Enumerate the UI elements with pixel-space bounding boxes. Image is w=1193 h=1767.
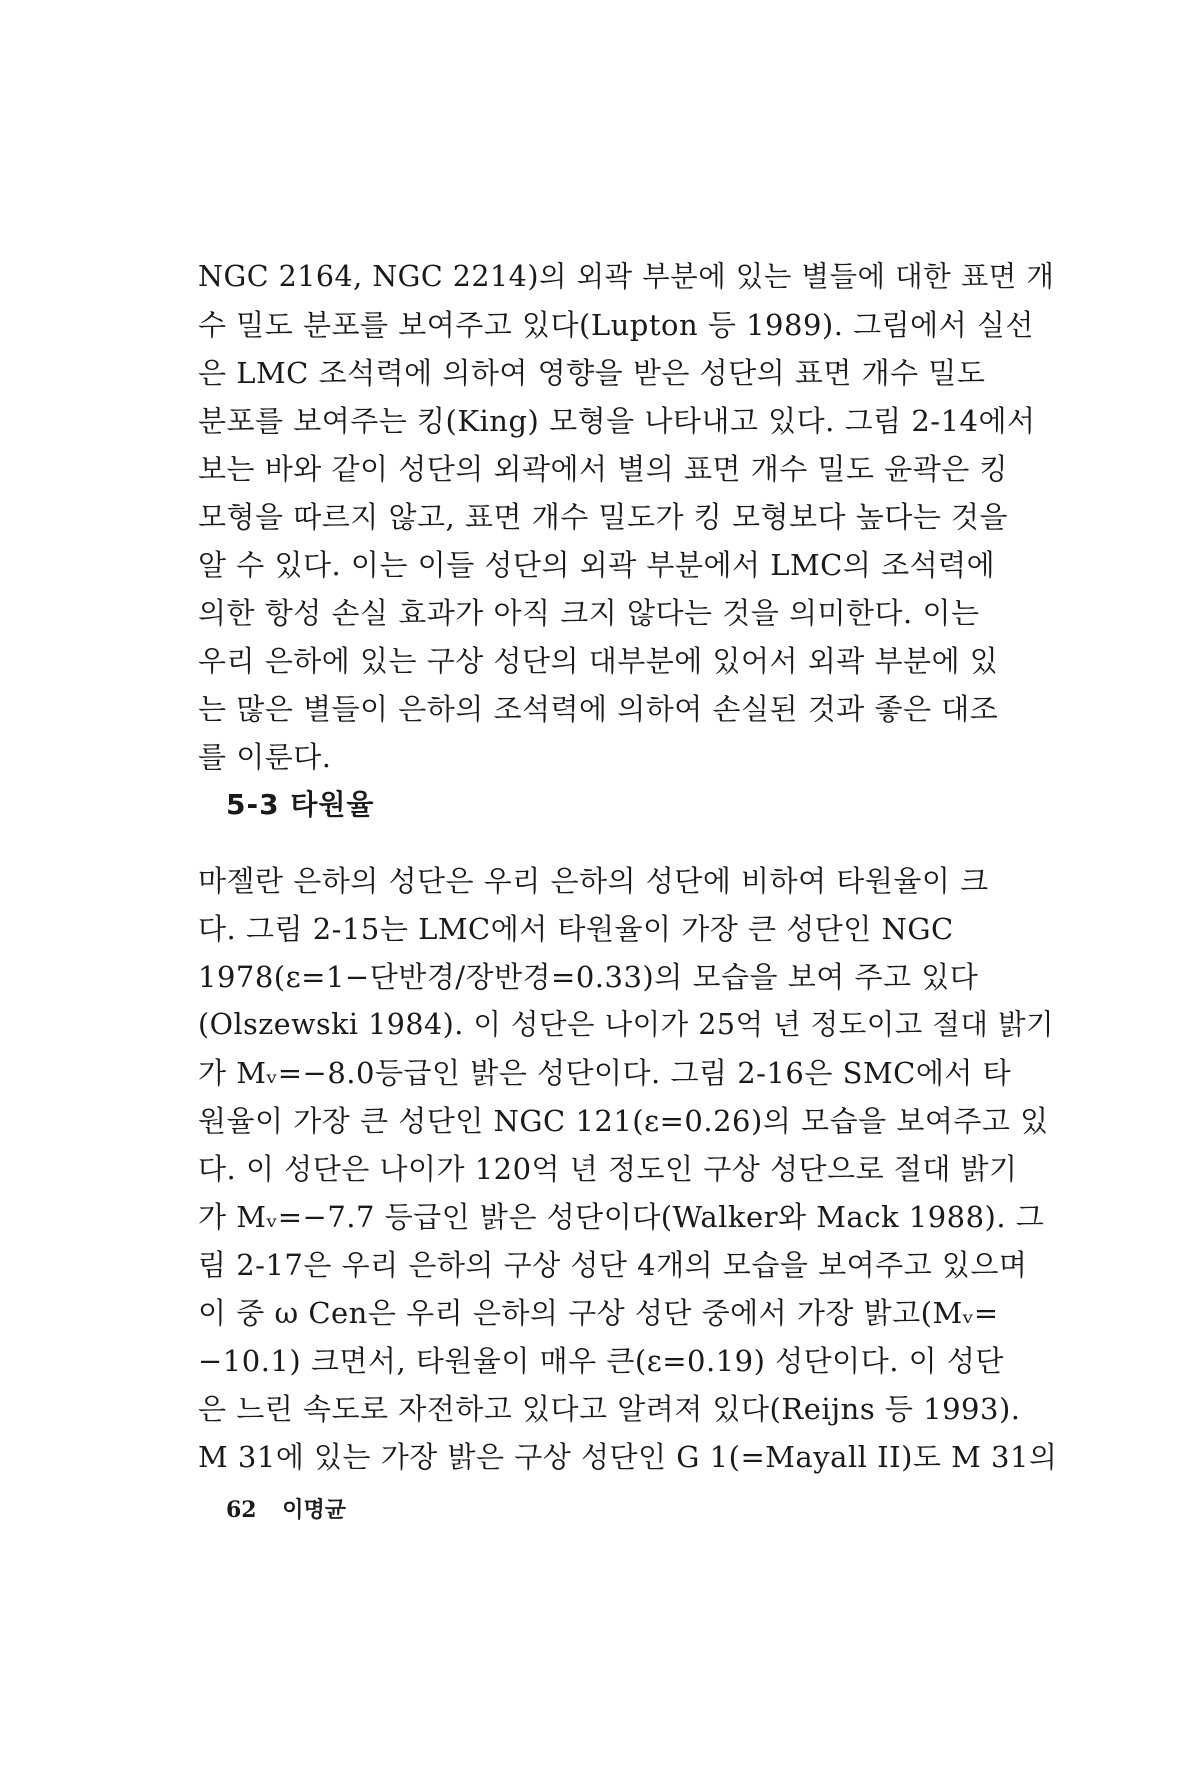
text-line: 를 이룬다.: [198, 740, 332, 774]
text-line: NGC 2164, NGC 2214)의 외곽 부분에 있는 별들에 대한 표면 개: [198, 260, 1055, 293]
text-line: 알 수 있다. 이는 이들 성단의 외곽 부분에서 LMC의 조석력에: [198, 548, 996, 582]
text-line: 다. 이 성단은 나이가 120억 년 정도인 구상 성단으로 절대 밝기: [198, 1152, 1018, 1186]
text-line: 이 중 ω Cen은 우리 은하의 구상 성단 중에서 가장 밝고(Mᵥ=: [198, 1296, 999, 1330]
text-line: 은 LMC 조석력에 의하여 영향을 받은 성단의 표면 개수 밀도: [198, 356, 986, 390]
text-line: 1978(ε=1−단반경/장반경=0.33)의 모습을 보여 주고 있다: [198, 960, 979, 994]
text-line: 가 Mᵥ=−8.0등급인 밝은 성단이다. 그림 2-16은 SMC에서 타: [198, 1056, 1012, 1090]
text-line: 은 느린 속도로 자전하고 있다고 알려져 있다(Reijns 등 1993).: [198, 1392, 1021, 1426]
page-footer: [226, 1493, 346, 1524]
text-line: 원율이 가장 큰 성단인 NGC 121(ε=0.26)의 모습을 보여주고 있: [198, 1104, 1049, 1138]
text-line: −10.1) 크면서, 타원율이 매우 큰(ε=0.19) 성단이다. 이 성단: [198, 1344, 1004, 1378]
author-name: 이명균: [282, 1497, 347, 1523]
paragraph-2: [198, 857, 1068, 1481]
text-line: 다. 그림 2-15는 LMC에서 타원율이 가장 큰 성단인 NGC: [198, 912, 954, 946]
text-line: 모형을 따르지 않고, 표면 개수 밀도가 킹 모형보다 높다는 것을: [198, 500, 1009, 534]
text-line: 보는 바와 같이 성단의 외곽에서 별의 표면 개수 밀도 윤곽은 킹: [198, 452, 1009, 486]
section-heading: 5-3 타원율: [226, 788, 375, 821]
text-line: 수 밀도 분포를 보여주고 있다(Lupton 등 1989). 그림에서 실선: [198, 308, 1034, 342]
text-line: 림 2-17은 우리 은하의 구상 성단 4개의 모습을 보여주고 있으며: [198, 1248, 1028, 1282]
text-line: 분포를 보여주는 킹(King) 모형을 나타내고 있다. 그림 2-14에서: [198, 404, 1036, 438]
text-line: 는 많은 별들이 은하의 조석력에 의하여 손실된 것과 좋은 대조: [198, 692, 999, 726]
text-line: 가 Mᵥ=−7.7 등급인 밝은 성단이다(Walker와 Mack 1988). 그: [198, 1200, 1045, 1234]
text-line: M 31에 있는 가장 밝은 구상 성단인 G 1(=Mayall II)도 M 31의: [198, 1440, 1058, 1474]
text-line: (Olszewski 1984). 이 성단은 나이가 25억 년 정도이고 절대 밝기: [198, 1008, 1055, 1041]
text-line: 우리 은하에 있는 구상 성단의 대부분에 있어서 외곽 부분에 있: [198, 644, 999, 678]
page-number: 62: [226, 1497, 257, 1523]
text-line: 의한 항성 손실 효과가 아직 크지 않다는 것을 의미한다. 이는: [198, 596, 980, 630]
text-line: 마젤란 은하의 성단은 우리 은하의 성단에 비하여 타원율이 크: [198, 864, 989, 898]
paragraph-1: [198, 253, 1068, 781]
